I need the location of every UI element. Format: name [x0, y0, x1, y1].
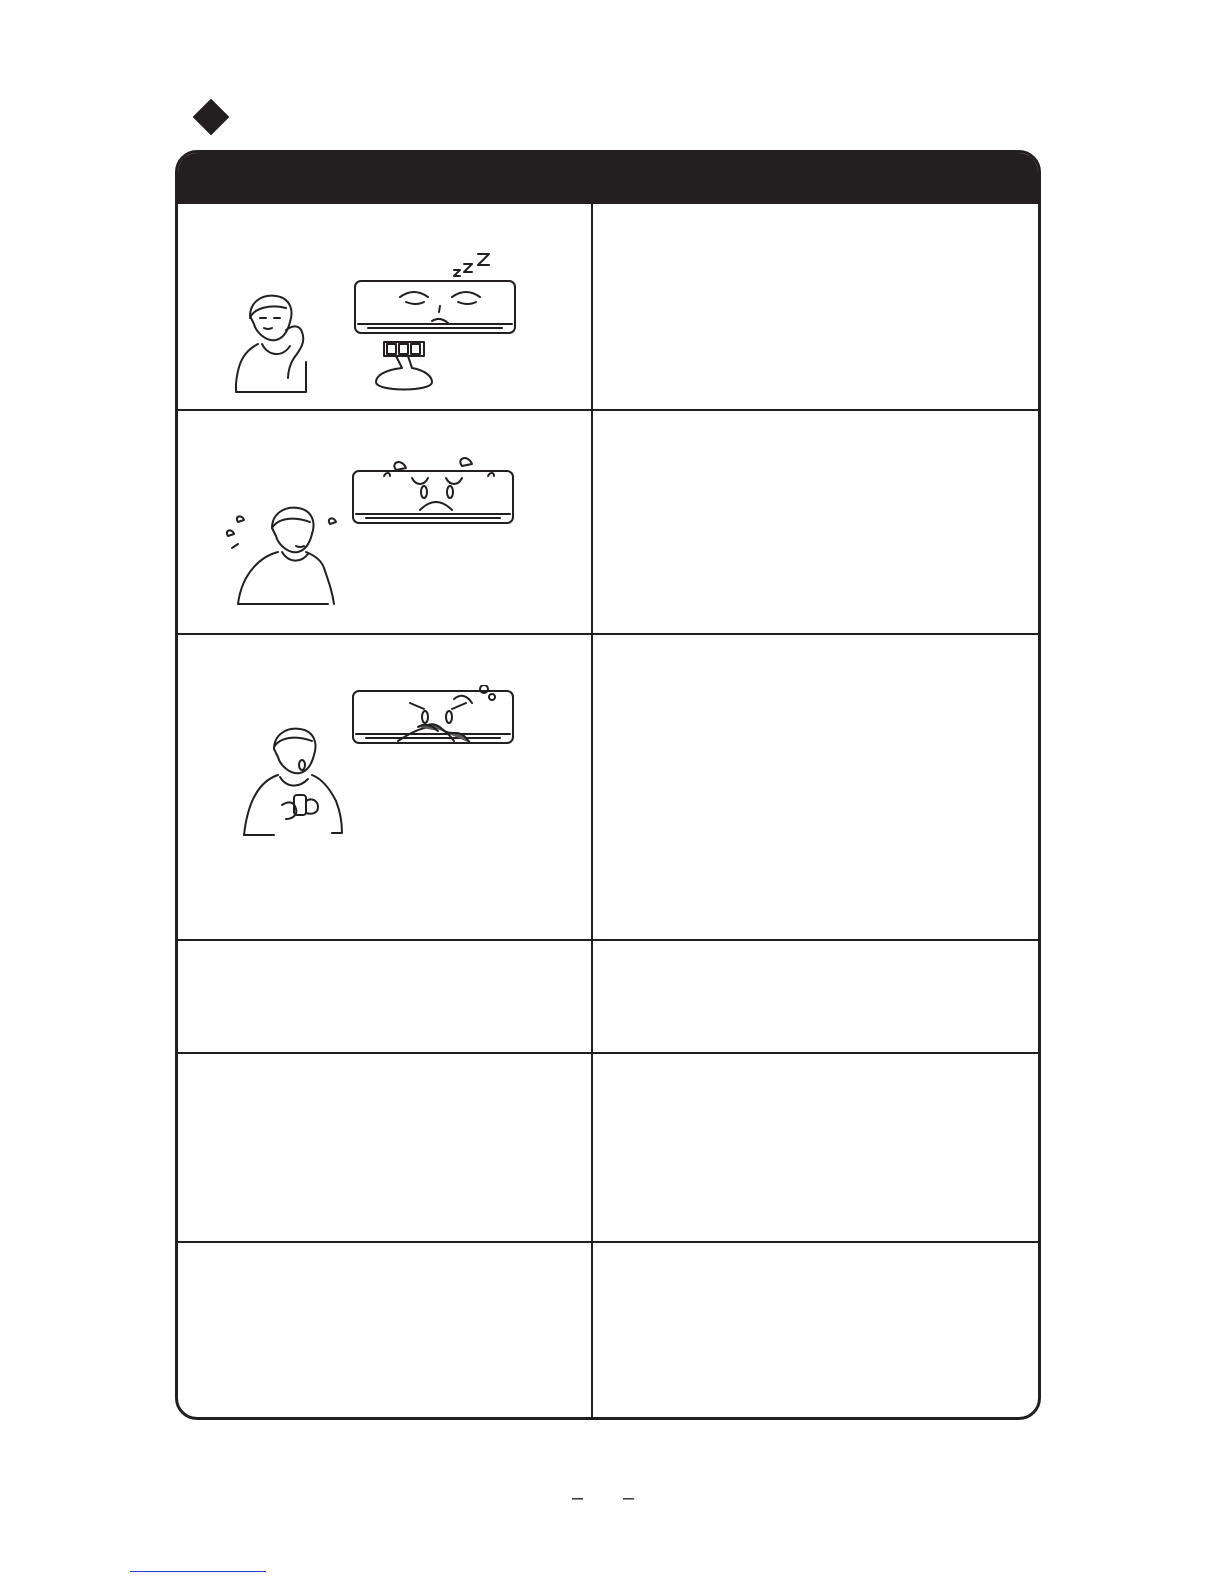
footer-link-underline[interactable]: [130, 1571, 266, 1572]
table-row: [593, 204, 1041, 409]
troubleshooting-table: [175, 150, 1041, 1420]
table-row: [593, 411, 1041, 633]
table-row: [178, 941, 591, 1052]
page-number-left-dash: –: [572, 1487, 584, 1509]
page-number-right-dash: –: [623, 1487, 635, 1509]
sad-ac-unit-and-sweating-man-icon: [218, 456, 528, 616]
table-row: [178, 204, 591, 409]
sleeping-ac-unit-and-thinking-man-icon: [228, 244, 528, 404]
table-row: [593, 635, 1041, 939]
smelly-ac-unit-and-man-covering-nose-icon: [222, 685, 532, 845]
table-header: [178, 153, 1038, 204]
table-row: [178, 1054, 591, 1241]
table-row: [178, 635, 591, 939]
table-row: [593, 941, 1041, 1052]
table-row: [593, 1243, 1041, 1417]
table-row: [178, 411, 591, 633]
table-row: [593, 1054, 1041, 1241]
table-row: [178, 1243, 591, 1417]
diamond-bullet-icon: [193, 99, 230, 136]
